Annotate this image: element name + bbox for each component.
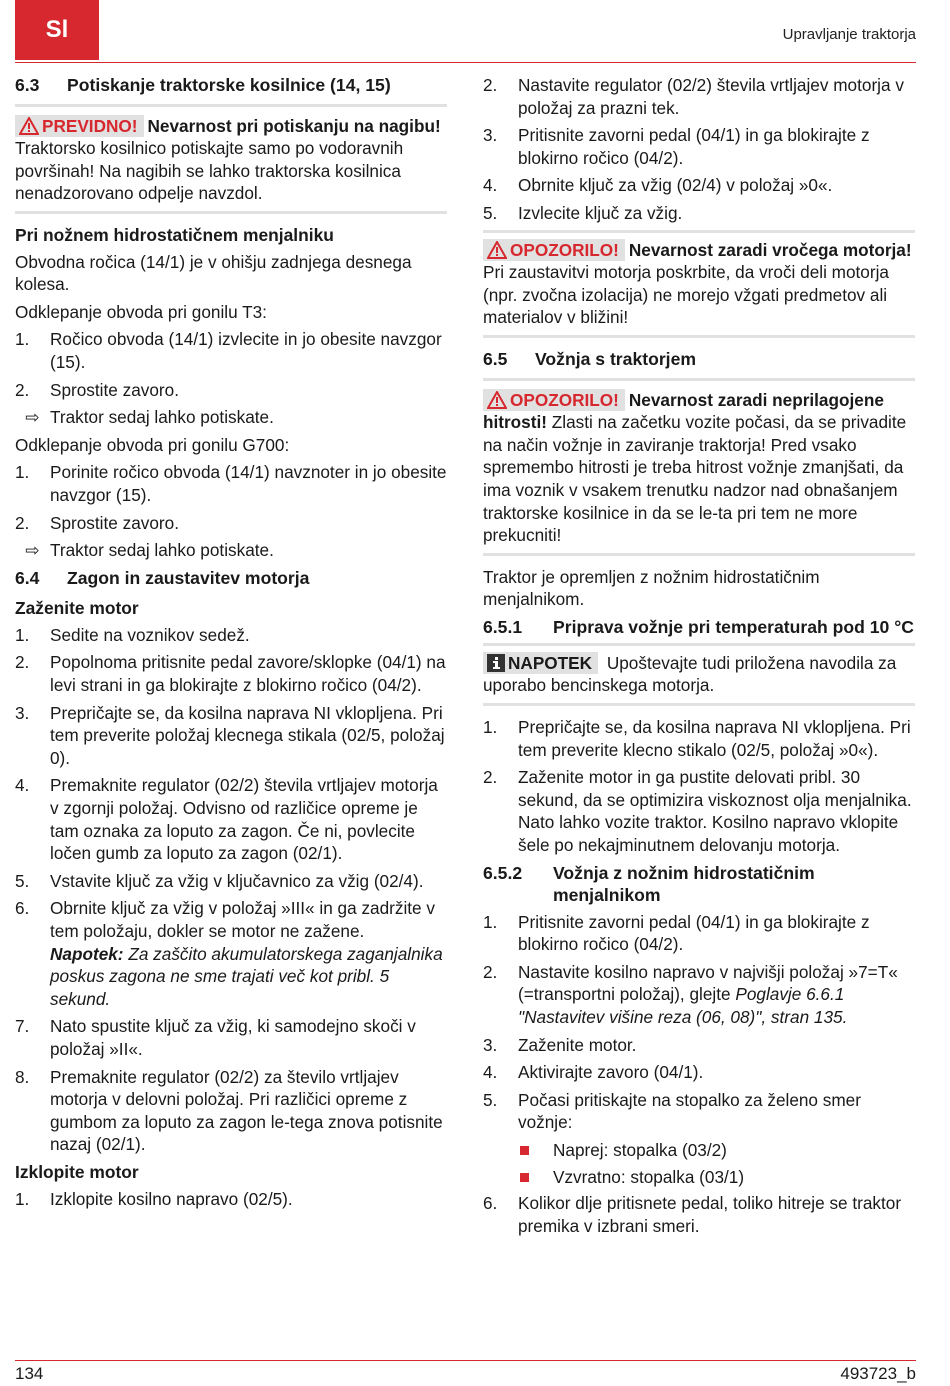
language-tab: Sl (15, 0, 99, 60)
subheading-start-engine: Zaženite motor (15, 598, 139, 619)
list-item: 5. Izvlecite ključ za vžig. (483, 202, 683, 223)
info-icon (487, 654, 505, 672)
result-arrow-icon: ⇨ (25, 407, 40, 428)
t3-steps (15, 328, 447, 401)
drive-steps (483, 911, 915, 1134)
g700-steps (15, 461, 447, 534)
start-steps (15, 624, 447, 1156)
page-number: 134 (15, 1364, 44, 1383)
warning-tag: OPOZORILO! (483, 239, 625, 262)
warning-tag: OPOZORILO! (483, 389, 625, 412)
warning-body: Pri zaustavitvi motorja poskrbite, da vroči deli motorja (npr. zvočna izolacija) ne morejo vžgati predmetov ali materialov v bližini! (483, 262, 889, 328)
bullet-item: Naprej: stopalka (03/2) (518, 1139, 915, 1162)
info-tag: NAPOTEK (483, 652, 598, 675)
bypass-paragraph: Obvodna ročica (14/1) je v ohišju zadnjega desnega kolesa. (15, 251, 412, 295)
caution-body: Traktorsko kosilnico potiskajte samo po vodoravnih površinah! Na nagibih se lahko traktorska kosilnica nenadzorovano odpelje navzdol. (15, 138, 404, 204)
warning-heading: Nevarnost zaradi neprilagojene hitrosti! (483, 389, 884, 433)
list-item: 4. Obrnite ključ za vžig (02/4) v položaj »0«. (483, 175, 833, 196)
list-item: 7. Nato spustite ključ za vžig, ki samodejno skoči v položaj »II«. (15, 1016, 416, 1059)
bullet-item: Vzvratno: stopalka (03/1) (518, 1166, 915, 1189)
list-item: 6. Kolikor dlje pritisnete pedal, toliko hitreje se traktor premika v izbrani smeri. (483, 1193, 902, 1236)
section-heading-6-4: 6.4 Zagon in zaustavitev motorja (15, 567, 310, 588)
list-item: 2. Nastavite kosilno napravo v najvišji položaj »7=T« (=transportni položaj), glejte Poglavje 6.6.1 "Nastavitev višine reza (06, 08)", stran 135. (483, 961, 898, 1027)
t3-intro: Odklepanje obvoda pri gonilu T3: (15, 301, 267, 322)
warning-heading: Nevarnost zaradi vročega motorja! (628, 239, 912, 260)
pedal-list (518, 1139, 915, 1188)
warning-triangle-icon (19, 117, 39, 135)
footer-rule (15, 1360, 916, 1361)
info-box (483, 643, 915, 706)
stop-steps-right (483, 74, 915, 225)
stop-steps-left (15, 1188, 447, 1211)
list-item: 3. Zaženite motor. (483, 1034, 637, 1055)
warning-body: Zlasti na začetku vozite počasi, da se privadite na način vožnje in zaviranje traktorja! Pred vsako spremembo hitrosti je treba hitrost vožnje zmanjšati, da ima voznik v vsakem trenutku nadzor nad obnašanjem traktorske kosilnice in da se le-ta pri tem ne more prekucniti! (483, 412, 907, 546)
list-item: 5. Vstavite ključ za vžig v ključavnico za vžig (02/4). (15, 870, 424, 891)
document-code: 493723_b (840, 1364, 916, 1383)
list-item: 1. Porinite ročico obvoda (14/1) navznoter in jo obesite navzgor (15). (15, 462, 447, 505)
section-heading-6-5-1: 6.5.1 Priprava vožnje pri temperaturah pod 10 °C (483, 616, 914, 637)
warning-box-hot-engine (483, 230, 915, 338)
section-heading-6-5-2: 6.5.2 Vožnja z nožnim hidrostatičnim menjalnikom (483, 862, 815, 905)
section-heading-6-3: 6.3 Potiskanje traktorske kosilnice (14, 15) (15, 74, 447, 107)
running-header: Upravljanje traktorja (782, 26, 916, 43)
result-arrow-icon: ⇨ (25, 540, 40, 561)
caution-heading: Nevarnost pri potiskanju na nagibu! (147, 115, 441, 136)
warning-triangle-icon (487, 241, 507, 259)
subheading-stop-engine: Izklopite motor (15, 1161, 139, 1182)
caution-tag: PREVIDNO! (15, 115, 144, 138)
list-item: 1. Izklopite kosilno napravo (02/5). (15, 1188, 293, 1209)
equipped-paragraph: Traktor je opremljen z nožnim hidrostatičnim menjalnikom. (483, 566, 820, 610)
t3-result: ⇨ Traktor sedaj lahko potiskate. (15, 406, 447, 429)
note-text: Napotek: Za zaščito akumulatorskega zaganjalnika poskus zagona ne sme trajati več kot pribl. 5 sekund. (50, 943, 443, 1009)
list-item: 3. Prepričajte se, da kosilna naprava NI vklopljena. Pri tem preverite položaj klecnega stikala (02/5, položaj 0). (15, 702, 445, 768)
info-body: Upoštevajte tudi priložena navodila za uporabo bencinskega motorja. (483, 652, 897, 696)
section-heading-6-5: 6.5 Vožnja s traktorjem (483, 348, 915, 381)
drive-steps-end (483, 1192, 915, 1237)
caution-box (15, 113, 447, 214)
list-item: 2. Sprostite zavoro. (15, 379, 179, 400)
g700-intro: Odklepanje obvoda pri gonilu G700: (15, 434, 290, 455)
right-column (483, 74, 915, 1242)
g700-result: ⇨ Traktor sedaj lahko potiskate. (15, 539, 447, 562)
list-item: 5. Počasi pritiskajte na stopalko za želeno smer vožnje: (483, 1089, 861, 1133)
list-item: 2. Zaženite motor in ga pustite delovati pribl. 30 sekund, da se optimizira viskoznost olja menjalnika. Nato lahko vozite traktor. Kosilno napravo vklopite šele po nekajminutnem delovanju motorja. (483, 767, 912, 856)
warning-box-speed (483, 387, 915, 556)
list-item: 3. Pritisnite zavorni pedal (04/1) in ga blokirajte z blokirno ročico (04/2). (483, 125, 870, 168)
list-item: 2. Popolnoma pritisnite pedal zavore/sklopke (04/1) na levi strani in ga blokirajte z blokirno ročico (04/2). (15, 652, 446, 696)
left-column (15, 74, 447, 1215)
list-item: 4. Premaknite regulator (02/2) števila vrtljajev motorja v zgornji položaj. Odvisno od različice opreme je tam oznaka za loputo za zagon. Če ni, povlecite ločen gumb za loputo za zagon (02/1). (15, 775, 438, 864)
warning-triangle-icon (487, 391, 507, 409)
list-item: 8. Premaknite regulator (02/2) za število vrtljajev motorja v delovni položaj. Pri različici opreme z gumbom za loputo za zagon le-tega znova potisnite nazaj (02/1). (15, 1066, 443, 1155)
header-rule (15, 62, 916, 63)
list-item: 6. Obrnite ključ za vžig v položaj »III« in ga zadržite v tem položaju, dokler se motor ne zažene. Napotek: Za zaščito akumulatorskega zaganjalnika poskus zagona ne sme trajati več kot pribl. 5 sekund. (15, 898, 443, 1009)
list-item: 1. Ročico obvoda (14/1) izvlecite in jo obesite navzgor (15). (15, 329, 442, 372)
prep-steps (483, 716, 915, 857)
list-item: 2. Sprostite zavoro. (15, 512, 179, 533)
list-item: 2. Nastavite regulator (02/2) števila vrtljajev motorja v položaj za prazni tek. (483, 75, 904, 118)
subheading-hydrostatic: Pri nožnem hidrostatičnem menjalniku (15, 224, 334, 245)
red-bullet-icon (518, 1166, 553, 1189)
red-bullet-icon (518, 1139, 553, 1162)
chapter-reference-link[interactable]: Poglavje 6.6.1 "Nastavitev višine reza (06, 08)", stran 135. (518, 984, 848, 1027)
list-item: 1. Pritisnite zavorni pedal (04/1) in ga blokirajte z blokirno ročico (04/2). (483, 911, 870, 955)
list-item: 4. Aktivirajte zavoro (04/1). (483, 1062, 704, 1083)
list-item: 1. Sedite na voznikov sedež. (15, 624, 250, 645)
list-item: 1. Prepričajte se, da kosilna naprava NI vklopljena. Pri tem preverite klecno stikalo (02/5, položaj »0«). (483, 717, 911, 760)
